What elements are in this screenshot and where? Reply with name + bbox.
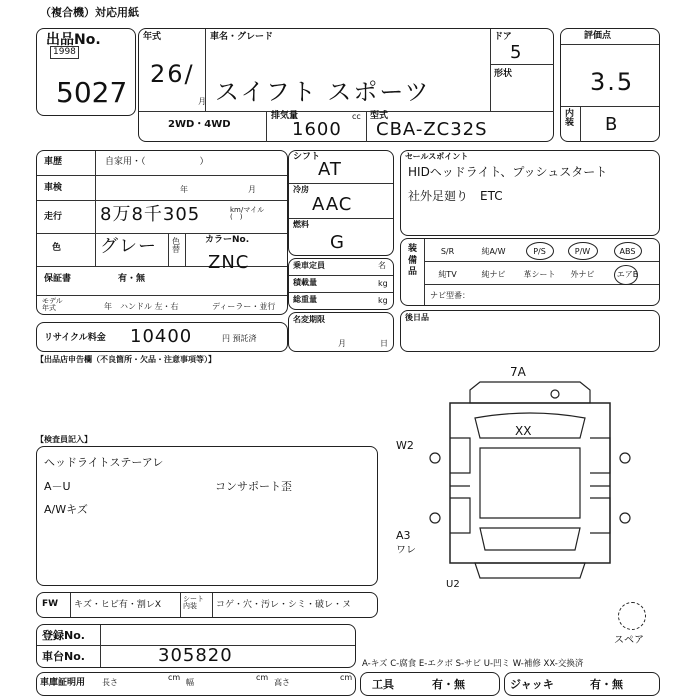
displacement-value: 1600: [292, 119, 342, 140]
equipment-abs: ABS: [619, 246, 636, 256]
capacity-label: 乗車定員: [293, 261, 325, 270]
seat-label: シート内装: [183, 595, 204, 610]
equipment-power-window: P/W: [574, 246, 591, 256]
sales-points-line1: HIDヘッドライト、プッシュスタート: [408, 165, 608, 179]
equipment-label: 装備品: [408, 244, 418, 278]
height-label: 高さ: [274, 678, 290, 687]
name-label: 車名・グレード: [210, 32, 274, 42]
model-year-label: モデル年式: [42, 297, 63, 312]
width-label: 幅: [186, 678, 194, 687]
fw-label: FW: [42, 599, 59, 609]
inspector-note1: ヘッドライトステーアレ: [44, 456, 164, 469]
tools-options: 有・無: [432, 678, 465, 691]
post-date-label: 後日品: [405, 313, 429, 322]
equipment-sr: S/R: [440, 246, 455, 256]
year-value: 26/: [150, 60, 195, 88]
month-suffix: 月: [198, 97, 206, 106]
equipment-navi: 純ナビ: [481, 269, 506, 279]
diagram-mark-left2: A3: [396, 529, 411, 542]
lot-year-tag: 1998: [50, 46, 79, 59]
capacity-unit: 名: [378, 261, 386, 270]
color-no-value: ZNC: [208, 252, 250, 273]
year-label: 年式: [143, 32, 162, 42]
circle-ps: [526, 242, 554, 260]
sales-points-line2: 社外足廻り ETC: [408, 189, 503, 203]
mileage-unit: km/マイル( ): [230, 206, 265, 221]
model-value: CBA-ZC32S: [376, 119, 488, 140]
warranty-label: 保証書: [44, 274, 72, 284]
displacement-label: 排気量: [271, 111, 299, 121]
equipment-tv: 純TV: [438, 269, 457, 279]
circle-pw: [568, 242, 598, 260]
inspection-year-unit: 年: [180, 185, 188, 194]
seat-options: コゲ・穴・汚レ・シミ・破レ・ヌ: [216, 600, 352, 610]
drive-label: 2WD・4WD: [168, 119, 231, 130]
model-label: 型式: [370, 111, 389, 121]
interior-label: 内装: [565, 109, 575, 128]
mileage-label: 走行: [44, 212, 63, 222]
lot-label: 出品No.: [46, 32, 101, 48]
inspector-label: 【検査員記入】: [36, 435, 92, 444]
declaration-label: 【出品店申告欄（不良箇所・欠品・注意事項等）】: [36, 355, 216, 364]
diagram-mark-left1: W2: [396, 439, 414, 452]
rating-value: 3.5: [590, 68, 635, 96]
fuel-value: G: [330, 232, 345, 253]
inspection-label: 車検: [44, 183, 63, 193]
cc-unit: cc: [352, 112, 361, 121]
car-damage-diagram: [380, 358, 680, 598]
lot-number: 5027: [56, 76, 128, 109]
tools-label: 工具: [372, 678, 394, 691]
circle-abs: [614, 242, 642, 260]
registration-label: 登録No.: [42, 629, 85, 642]
history-label: 車歴: [44, 157, 63, 167]
load-label: 積載量: [293, 278, 317, 287]
equipment-aftermarket-navi: 外ナビ: [570, 269, 595, 279]
dealer-label: ディーラー・並行: [212, 302, 276, 311]
name-change-label: 名変期限: [293, 315, 325, 324]
color-value: グレー: [100, 236, 157, 257]
weight-unit: kg: [378, 296, 388, 305]
sales-points-label: セールスポイント: [405, 152, 469, 161]
inspector-note2: A－U: [44, 480, 71, 493]
inspector-note4: コンサポート歪: [215, 480, 292, 493]
mileage-value: 8万8千305: [100, 204, 201, 225]
jack-options: 有・無: [590, 678, 623, 691]
form-title: （複合機）対応用紙: [40, 6, 139, 19]
inspector-note3: A/Wキズ: [44, 503, 88, 516]
diagram-mark-roof: XX: [515, 424, 532, 438]
spare-tire-icon: [618, 602, 646, 630]
length-unit: cm: [168, 673, 181, 682]
post-date-box: [400, 310, 660, 352]
rating-label: 評価点: [584, 31, 612, 41]
diagram-mark-bottom: U2: [446, 579, 460, 590]
name-value: スイフト スポーツ: [215, 78, 431, 106]
interior-value: B: [605, 114, 619, 135]
spare-label: スペア: [614, 635, 644, 646]
history-options: 自家用・（ ）: [105, 157, 209, 167]
diagram-mark-left3: ワレ: [396, 545, 416, 556]
garage-label: 車庫証明用: [40, 678, 86, 688]
ac-label: 冷房: [293, 185, 309, 194]
door-value: 5: [510, 42, 523, 63]
color-change-label: 色替: [172, 237, 180, 254]
weight-label: 総重量: [293, 295, 317, 304]
load-unit: kg: [378, 279, 388, 288]
handle-label: ハンドル 左・右: [120, 302, 179, 311]
jack-label: ジャッキ: [510, 678, 554, 691]
shift-value: AT: [318, 159, 342, 180]
inspection-month-unit: 月: [248, 185, 256, 194]
circle-airbag: [614, 265, 638, 285]
warranty-options: 有・無: [118, 274, 146, 284]
equipment-power-steering: P/S: [533, 246, 546, 256]
chassis-value: 305820: [158, 645, 233, 666]
diagram-mark-top: 7A: [510, 365, 526, 379]
fw-options: キズ・ヒビ有・割レX: [74, 600, 161, 610]
equipment-leather: 革シート: [523, 269, 556, 279]
color-no-label: カラーNo.: [205, 235, 250, 245]
equipment-alloy-wheel: 純A/W: [481, 246, 506, 256]
ac-value: AAC: [312, 194, 353, 215]
length-label: 長さ: [102, 678, 118, 687]
width-unit: cm: [256, 673, 269, 682]
height-unit: cm: [340, 673, 353, 682]
door-label: ドア: [494, 32, 512, 42]
recycle-value: 10400: [130, 326, 193, 347]
damage-legend: A-キズ C-腐食 E-エクボ S-サビ U-凹ミ W-補修 XX-交換済: [362, 659, 584, 669]
name-change-day: 日: [380, 339, 388, 348]
shift-label: シフト: [293, 152, 321, 162]
navi-label: ナビ型番：: [430, 291, 470, 300]
chassis-label: 車台No.: [42, 650, 85, 663]
recycle-label: リサイクル料金: [44, 333, 106, 343]
color-label: 色: [52, 243, 62, 253]
shape-label: 形状: [494, 69, 513, 79]
fuel-label: 燃料: [293, 220, 309, 229]
model-year-unit: 年: [104, 302, 112, 311]
recycle-unit: 円 預託済: [222, 334, 257, 343]
equipment-airbag: エアB: [616, 269, 639, 279]
name-change-month: 月: [338, 339, 346, 348]
